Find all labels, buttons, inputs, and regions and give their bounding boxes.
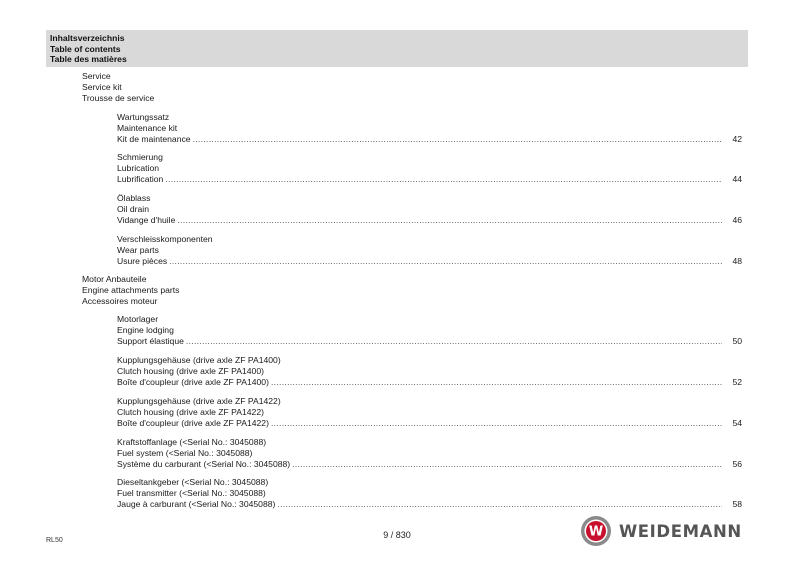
brand-name: WEIDEMANN [619, 521, 742, 541]
section-service-title [82, 71, 154, 104]
entry-page-number[interactable]: 42 [732, 134, 742, 144]
toc-entry-clutch-housing-pa1422[interactable] [117, 396, 742, 429]
entry-page-number[interactable]: 50 [732, 336, 742, 346]
dot-leader [165, 174, 722, 185]
entry-page-number[interactable]: 46 [732, 215, 742, 225]
entry-title-de: Schmierung [117, 152, 163, 162]
section-title-en: Service kit [82, 82, 122, 92]
entry-title-fr: Vidange d'huile [117, 215, 176, 225]
entry-title-fr: Système du carburant (<Serial No.: 3045088) [117, 459, 291, 469]
entry-title-de: Verschleisskomponenten [117, 234, 213, 244]
dot-leader [169, 256, 722, 267]
dot-leader [177, 215, 722, 226]
entry-leader-line [117, 377, 742, 388]
entry-title-en: Oil drain [117, 204, 149, 214]
entry-title-de: Ölablass [117, 193, 151, 203]
toc-header-en: Table of contents [50, 43, 121, 54]
entry-leader-line [117, 336, 742, 347]
document-code: RL50 [46, 537, 63, 544]
logo-letter: W [588, 524, 604, 540]
entry-title-en: Fuel system (<Serial No.: 3045088) [117, 448, 253, 458]
dot-leader [193, 134, 722, 145]
entry-leader-line [117, 256, 742, 267]
dot-leader [271, 418, 722, 429]
dot-leader [277, 499, 722, 510]
entry-title-en: Clutch housing (drive axle ZF PA1422) [117, 407, 264, 417]
entry-title-de: Wartungssatz [117, 112, 170, 122]
entry-page-number[interactable]: 58 [732, 499, 742, 509]
toc-header-de: Inhaltsverzeichnis [50, 33, 125, 43]
entry-title-fr: Usure pièces [117, 256, 168, 266]
entry-leader-line [117, 499, 742, 510]
toc-entry-engine-lodging[interactable] [117, 314, 742, 347]
entry-title-fr: Support élastique [117, 336, 184, 346]
entry-leader-line [117, 174, 742, 185]
dot-leader [186, 336, 722, 347]
entry-leader-line [117, 418, 742, 429]
entry-leader-line [117, 215, 742, 226]
entry-title-de: Kraftstoffanlage (<Serial No.: 3045088) [117, 437, 267, 447]
section-title-en: Engine attachments parts [82, 285, 180, 295]
entry-title-fr: Kit de maintenance [117, 134, 191, 144]
section-title-de: Service [82, 71, 111, 81]
entry-title-en: Fuel transmitter (<Serial No.: 3045088) [117, 488, 266, 498]
dot-leader [292, 459, 722, 470]
dot-leader [271, 377, 722, 388]
entry-title-de: Dieseltankgeber (<Serial No.: 3045088) [117, 477, 269, 487]
entry-title-en: Maintenance kit [117, 123, 178, 133]
section-title-de: Motor Anbauteile [82, 274, 147, 284]
toc-header-fr: Table des matières [50, 54, 127, 64]
section-engine-attachments-title [82, 274, 179, 307]
section-title-fr: Trousse de service [82, 93, 155, 103]
toc-header [46, 30, 748, 67]
page-indicator: 9 / 830 [383, 530, 411, 540]
entry-title-en: Engine lodging [117, 325, 174, 335]
entry-page-number[interactable]: 56 [732, 459, 742, 469]
toc-entry-wear-parts[interactable] [117, 234, 742, 267]
entry-title-fr: Lubrification [117, 174, 164, 184]
entry-page-number[interactable]: 44 [732, 174, 742, 184]
section-title-fr: Accessoires moteur [82, 296, 158, 306]
entry-title-en: Clutch housing (drive axle ZF PA1400) [117, 366, 264, 376]
entry-page-number[interactable]: 48 [732, 256, 742, 266]
entry-title-de: Kupplungsgehäuse (drive axle ZF PA1422) [117, 396, 281, 406]
entry-page-number[interactable]: 52 [732, 377, 742, 387]
entry-title-de: Motorlager [117, 314, 159, 324]
entry-title-fr: Boîte d'coupleur (drive axle ZF PA1400) [117, 377, 269, 387]
entry-title-fr: Boîte d'coupleur (drive axle ZF PA1422) [117, 418, 269, 428]
toc-entry-maintenance-kit[interactable] [117, 112, 742, 145]
toc-entry-oil-drain[interactable] [117, 193, 742, 226]
weidemann-logo-icon [580, 515, 612, 547]
entry-leader-line [117, 134, 742, 145]
entry-page-number[interactable]: 54 [732, 418, 742, 428]
entry-title-fr: Jauge à carburant (<Serial No.: 3045088) [117, 499, 276, 509]
entry-title-en: Lubrication [117, 163, 160, 173]
toc-entry-lubrication[interactable] [117, 152, 742, 185]
entry-title-de: Kupplungsgehäuse (drive axle ZF PA1400) [117, 355, 281, 365]
toc-entry-fuel-system[interactable] [117, 437, 742, 470]
entry-leader-line [117, 459, 742, 470]
weidemann-logo [580, 515, 742, 547]
toc-entry-fuel-transmitter[interactable] [117, 477, 742, 510]
entry-title-en: Wear parts [117, 245, 159, 255]
toc-entry-clutch-housing-pa1400[interactable] [117, 355, 742, 388]
